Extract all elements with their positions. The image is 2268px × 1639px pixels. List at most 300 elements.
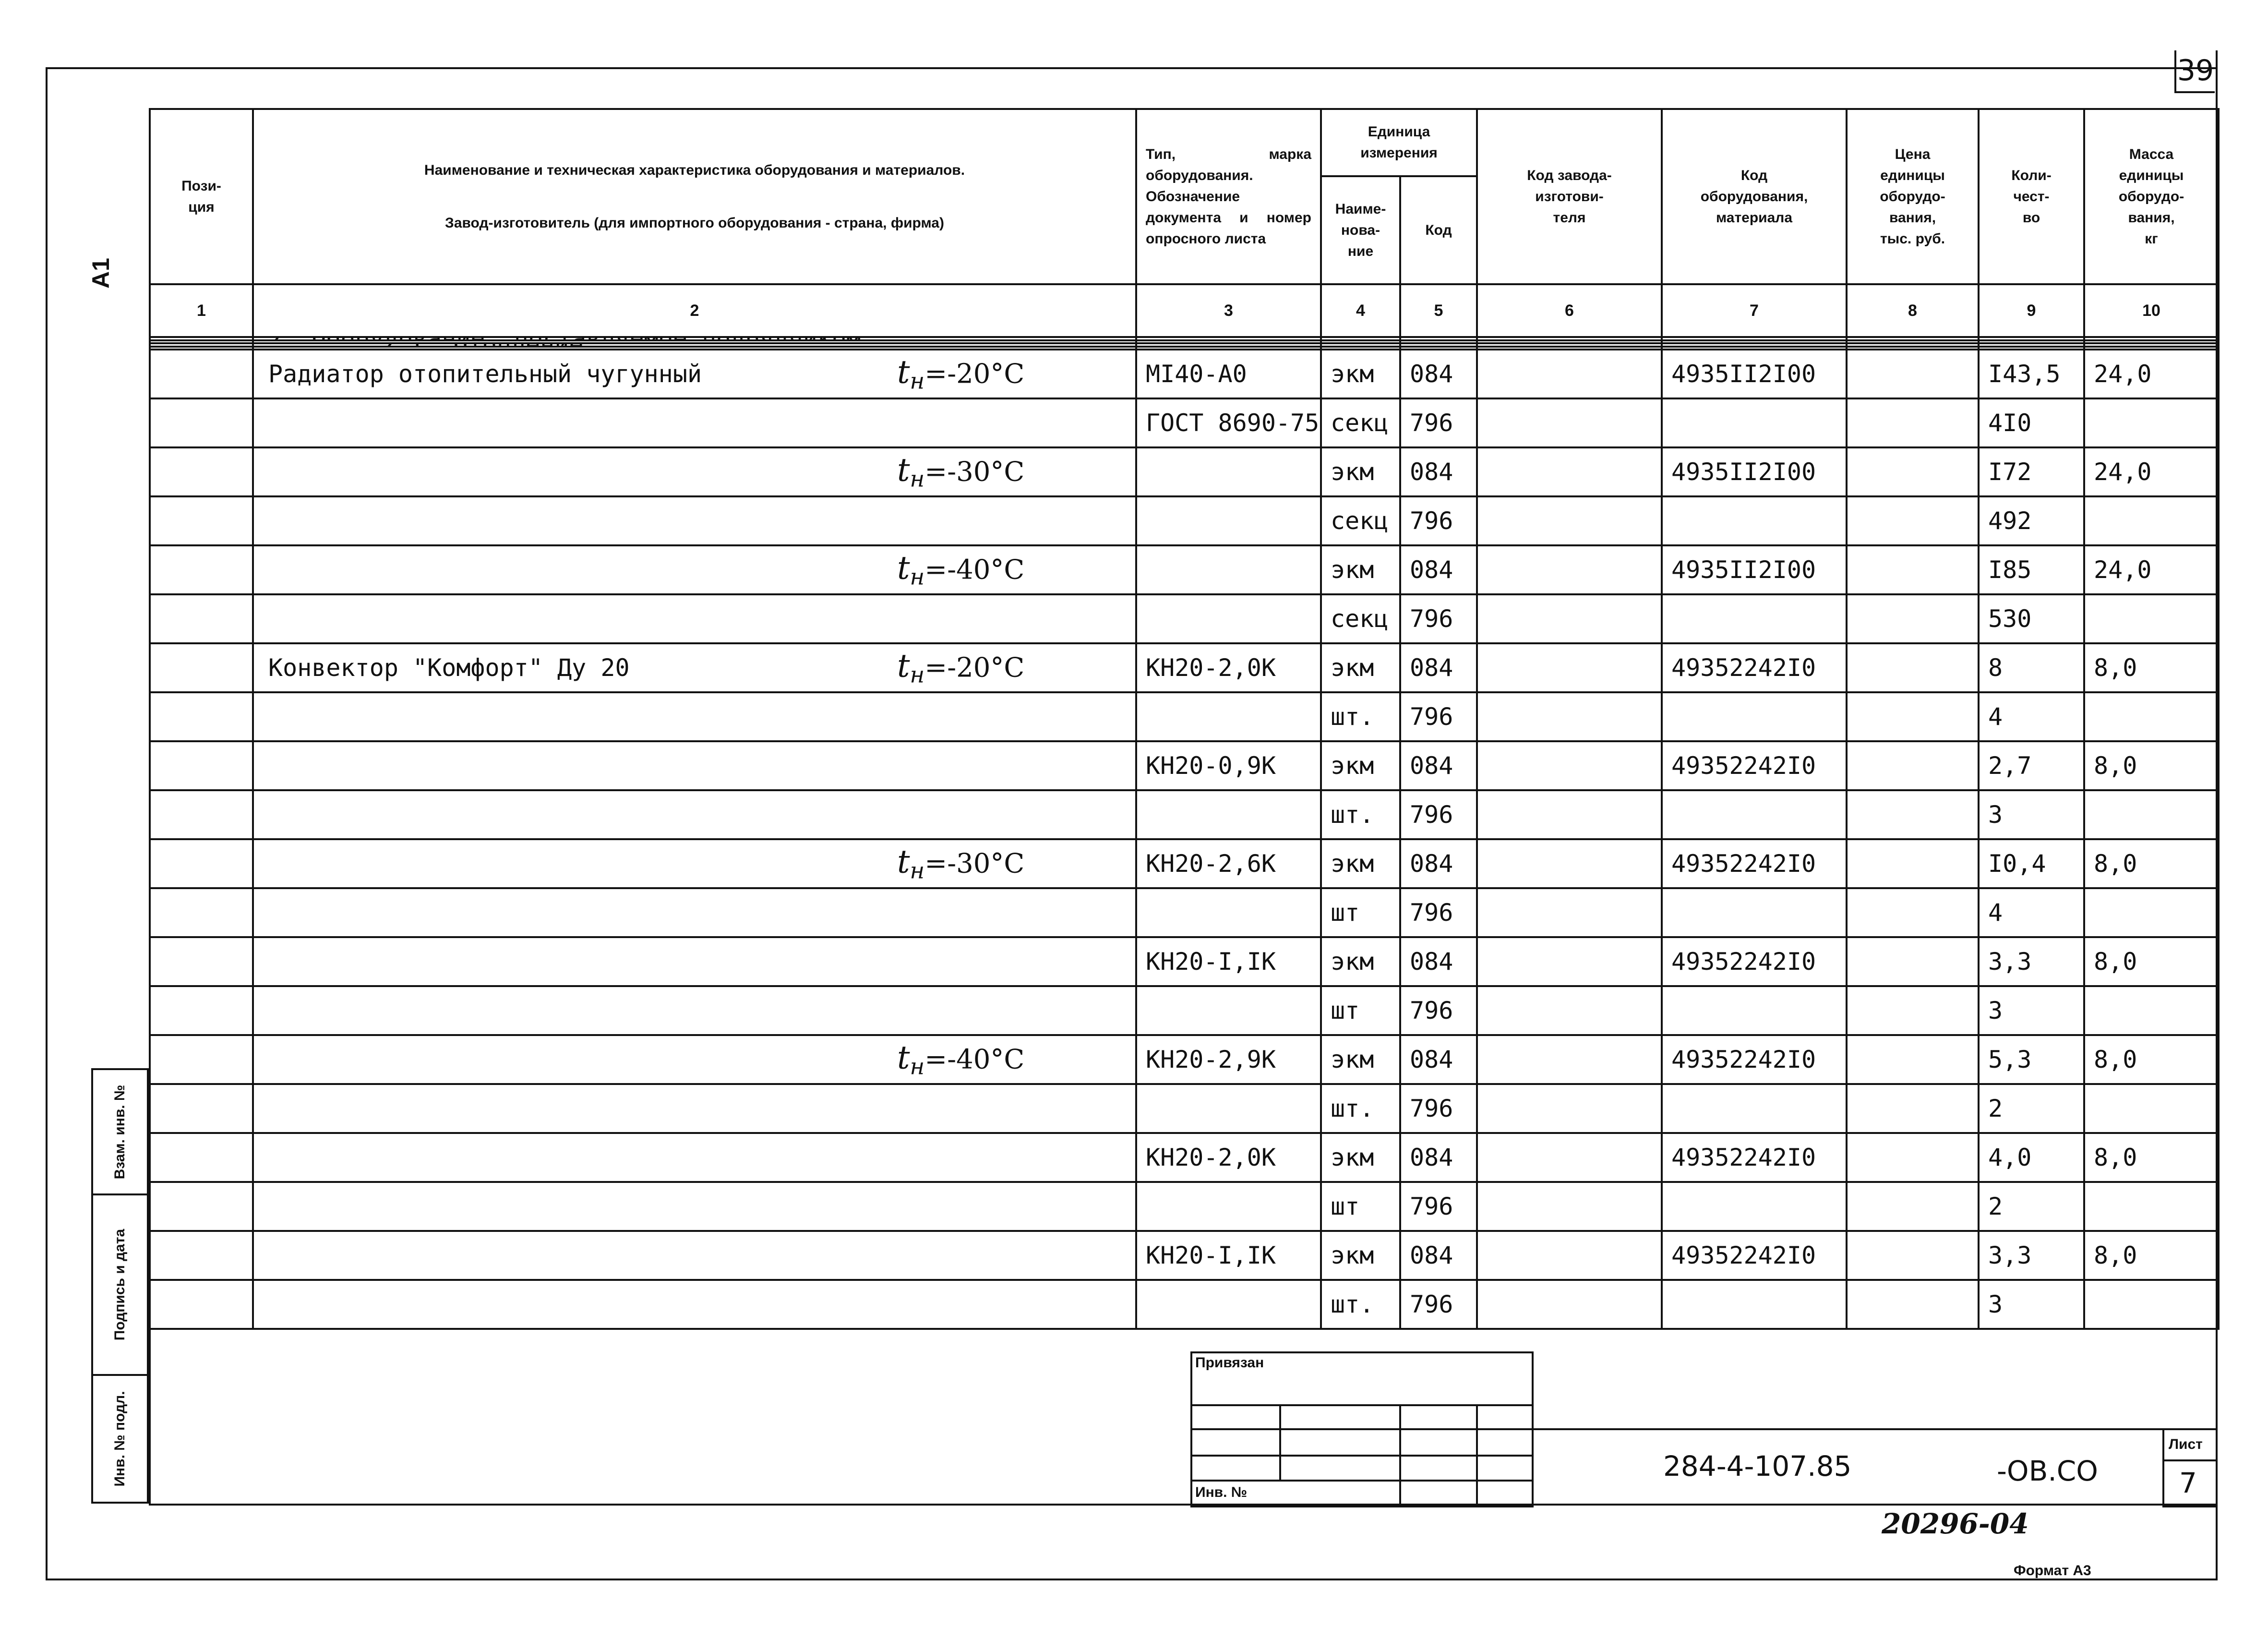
- specification-table: [149, 108, 2220, 1330]
- mass-cell: 24,0: [2084, 349, 2219, 398]
- name-cell: [253, 1280, 1136, 1329]
- header-equipment-code: Код оборудования, материала: [1662, 109, 1847, 284]
- equipment-code-cell: [1662, 594, 1847, 643]
- unit-name-cell: экм: [1321, 839, 1400, 888]
- stamp-line: [1190, 1455, 1534, 1457]
- name-cell: [253, 888, 1136, 937]
- name-cell: [253, 1035, 1136, 1084]
- type-cell: [1136, 337, 1321, 340]
- name-cell: [253, 340, 1136, 344]
- item-name: Конвектор "Комфорт" Ду 20: [268, 654, 630, 682]
- equipment-code-cell: [1662, 496, 1847, 545]
- mass-cell: [2084, 986, 2219, 1035]
- table-row: [150, 643, 2219, 692]
- mass-cell: [2084, 340, 2219, 344]
- type-cell: МI40-А0: [1136, 349, 1321, 398]
- quantity-cell: 3: [1979, 1280, 2084, 1329]
- price-cell: [1847, 741, 1979, 790]
- position-cell: [150, 1231, 253, 1280]
- price-cell: [1847, 347, 1979, 350]
- name-cell: [253, 545, 1136, 594]
- equipment-code-cell: [1662, 337, 1847, 340]
- name-cell: [253, 692, 1136, 741]
- document-code: 284-4-107.85: [1663, 1450, 1852, 1482]
- position-cell: [150, 347, 253, 350]
- header-quantity: Коли- чест- во: [1979, 109, 2084, 284]
- price-cell: [1847, 839, 1979, 888]
- mass-cell: 24,0: [2084, 545, 2219, 594]
- table-row: [150, 1133, 2219, 1182]
- unit-name-cell: [1321, 340, 1400, 344]
- mass-cell: [2084, 347, 2219, 350]
- unit-name-cell: [1321, 337, 1400, 340]
- quantity-cell: 4,0: [1979, 1133, 2084, 1182]
- table-row: [150, 337, 2219, 340]
- quantity-cell: 530: [1979, 594, 2084, 643]
- position-cell: [150, 447, 253, 496]
- equipment-code-cell: 4935II2I00: [1662, 447, 1847, 496]
- position-cell: [150, 496, 253, 545]
- type-cell: ГОСТ 8690-75: [1136, 398, 1321, 447]
- header-name: Наименование и техническая характеристика оборудования и материалов. Завод-изготовитель (для импортного оборудования - страна, фирма): [253, 109, 1136, 284]
- position-cell: [150, 349, 253, 398]
- position-cell: [150, 398, 253, 447]
- quantity-cell: I72: [1979, 447, 2084, 496]
- equipment-code-cell: 49352242I0: [1662, 741, 1847, 790]
- maker-code-cell: [1477, 741, 1662, 790]
- equipment-code-cell: [1662, 1280, 1847, 1329]
- unit-code-cell: 084: [1400, 839, 1477, 888]
- unit-name-cell: секц: [1321, 496, 1400, 545]
- price-cell: [1847, 594, 1979, 643]
- name-cell: [253, 937, 1136, 986]
- sheet-number: 7: [2179, 1467, 2197, 1499]
- unit-code-cell: [1400, 347, 1477, 350]
- maker-code-cell: [1477, 447, 1662, 496]
- quantity-cell: I85: [1979, 545, 2084, 594]
- outdoor-temperature: $t_н=-40^\circ C$: [897, 549, 1025, 591]
- maker-code-cell: [1477, 337, 1662, 340]
- unit-code-cell: [1400, 340, 1477, 344]
- maker-code-cell: [1477, 496, 1662, 545]
- type-cell: КН20-2,6К: [1136, 839, 1321, 888]
- title-block-line: [1534, 1428, 2218, 1430]
- header-unit-name: Наиме- нова- ние: [1321, 176, 1400, 284]
- maker-code-cell: [1477, 343, 1662, 347]
- mass-cell: [2084, 398, 2219, 447]
- position-cell: [150, 343, 253, 347]
- position-cell: [150, 643, 253, 692]
- equipment-code-cell: [1662, 790, 1847, 839]
- name-cell: [253, 790, 1136, 839]
- left-border: [46, 67, 48, 1579]
- position-cell: [150, 545, 253, 594]
- quantity-cell: 3,3: [1979, 937, 2084, 986]
- price-cell: [1847, 1280, 1979, 1329]
- header-row: [150, 109, 2219, 176]
- type-cell: [1136, 496, 1321, 545]
- unit-code-cell: 084: [1400, 1133, 1477, 1182]
- table-row: [150, 447, 2219, 496]
- mass-cell: 8,0: [2084, 741, 2219, 790]
- position-cell: [150, 594, 253, 643]
- maker-code-cell: [1477, 349, 1662, 398]
- maker-code-cell: [1477, 643, 1662, 692]
- type-cell: [1136, 1182, 1321, 1231]
- maker-code-cell: [1477, 790, 1662, 839]
- column-number-row: [150, 284, 2219, 337]
- maker-code-cell: [1477, 347, 1662, 350]
- maker-code-cell: [1477, 937, 1662, 986]
- price-cell: [1847, 1231, 1979, 1280]
- quantity-cell: 492: [1979, 496, 2084, 545]
- position-cell: [150, 741, 253, 790]
- header-unit-group: Единица измерения: [1321, 109, 1477, 176]
- side-cell-replacement-inv: Взам. инв. №: [91, 1068, 149, 1195]
- table-row: [150, 888, 2219, 937]
- outdoor-temperature: $t_н=-40^\circ C$: [897, 1039, 1025, 1080]
- mass-cell: [2084, 594, 2219, 643]
- equipment-code-cell: [1662, 692, 1847, 741]
- unit-code-cell: 796: [1400, 398, 1477, 447]
- name-cell: [253, 986, 1136, 1035]
- price-cell: [1847, 343, 1979, 347]
- maker-code-cell: [1477, 1035, 1662, 1084]
- mass-cell: 8,0: [2084, 1133, 2219, 1182]
- unit-code-cell: [1400, 343, 1477, 347]
- sheet-label: Лист: [2169, 1436, 2203, 1452]
- price-cell: [1847, 1084, 1979, 1133]
- unit-code-cell: 084: [1400, 349, 1477, 398]
- price-cell: [1847, 337, 1979, 340]
- position-cell: [150, 1035, 253, 1084]
- column-number: 3: [1136, 284, 1321, 337]
- unit-code-cell: 796: [1400, 986, 1477, 1035]
- position-cell: [150, 337, 253, 340]
- table-row: [150, 340, 2219, 344]
- maker-code-cell: [1477, 1280, 1662, 1329]
- unit-code-cell: [1400, 337, 1477, 340]
- quantity-cell: 4I0: [1979, 398, 2084, 447]
- header-position: Пози- ция: [150, 109, 253, 284]
- quantity-cell: I0,4: [1979, 839, 2084, 888]
- equipment-code-cell: 49352242I0: [1662, 839, 1847, 888]
- price-cell: [1847, 1133, 1979, 1182]
- name-cell: [253, 643, 1136, 692]
- maker-code-cell: [1477, 1084, 1662, 1133]
- header-maker-code: Код завода- изготови- теля: [1477, 109, 1662, 284]
- column-number: 10: [2084, 284, 2219, 337]
- mass-cell: 8,0: [2084, 937, 2219, 986]
- unit-code-cell: 796: [1400, 594, 1477, 643]
- maker-code-cell: [1477, 545, 1662, 594]
- unit-code-cell: 796: [1400, 692, 1477, 741]
- maker-code-cell: [1477, 1182, 1662, 1231]
- type-cell: КН20-2,0К: [1136, 1133, 1321, 1182]
- maker-code-cell: [1477, 888, 1662, 937]
- stamp-attached-label: Привязан: [1195, 1355, 1264, 1371]
- position-cell: [150, 1182, 253, 1231]
- sheet-cell-line: [2162, 1459, 2218, 1461]
- table-row: [150, 1182, 2219, 1231]
- unit-name-cell: шт: [1321, 986, 1400, 1035]
- outdoor-temperature: $t_н=-30^\circ C$: [897, 843, 1025, 884]
- unit-name-cell: шт.: [1321, 692, 1400, 741]
- maker-code-cell: [1477, 340, 1662, 344]
- price-cell: [1847, 349, 1979, 398]
- name-cell: [253, 1182, 1136, 1231]
- side-mark: A1: [87, 258, 114, 289]
- name-cell: [253, 496, 1136, 545]
- mass-cell: [2084, 343, 2219, 347]
- type-cell: [1136, 1280, 1321, 1329]
- column-number: 7: [1662, 284, 1847, 337]
- price-cell: [1847, 937, 1979, 986]
- equipment-code-cell: 49352242I0: [1662, 937, 1847, 986]
- unit-code-cell: 084: [1400, 741, 1477, 790]
- mass-cell: [2084, 1084, 2219, 1133]
- bottom-border: [46, 1579, 2218, 1580]
- position-cell: [150, 692, 253, 741]
- position-cell: [150, 839, 253, 888]
- price-cell: [1847, 692, 1979, 741]
- mass-cell: 8,0: [2084, 643, 2219, 692]
- equipment-code-cell: [1662, 1182, 1847, 1231]
- quantity-cell: [1979, 337, 2084, 340]
- unit-code-cell: 084: [1400, 1035, 1477, 1084]
- type-cell: КН20-0,9К: [1136, 741, 1321, 790]
- equipment-code-cell: [1662, 347, 1847, 350]
- table-row: [150, 496, 2219, 545]
- quantity-cell: 5,3: [1979, 1035, 2084, 1084]
- price-cell: [1847, 643, 1979, 692]
- column-number: 6: [1477, 284, 1662, 337]
- unit-code-cell: 796: [1400, 496, 1477, 545]
- type-cell: [1136, 447, 1321, 496]
- quantity-cell: [1979, 343, 2084, 347]
- price-cell: [1847, 398, 1979, 447]
- type-cell: [1136, 340, 1321, 344]
- table-row: [150, 692, 2219, 741]
- quantity-cell: 2: [1979, 1182, 2084, 1231]
- type-cell: [1136, 594, 1321, 643]
- quantity-cell: 3,3: [1979, 1231, 2084, 1280]
- equipment-code-cell: 4935II2I00: [1662, 349, 1847, 398]
- stamp-line: [1190, 1480, 1534, 1482]
- position-cell: [150, 340, 253, 344]
- name-cell: [253, 741, 1136, 790]
- type-cell: КН20-I,IК: [1136, 1231, 1321, 1280]
- position-cell: [150, 937, 253, 986]
- side-cell-original-inv: Инв. № подл.: [91, 1374, 149, 1504]
- quantity-cell: [1979, 340, 2084, 344]
- type-cell: [1136, 1084, 1321, 1133]
- name-cell: [253, 398, 1136, 447]
- position-cell: [150, 888, 253, 937]
- price-cell: [1847, 1182, 1979, 1231]
- type-cell: [1136, 790, 1321, 839]
- unit-name-cell: шт: [1321, 1182, 1400, 1231]
- stamp-line: [1279, 1404, 1281, 1481]
- equipment-code-cell: 4935II2I00: [1662, 545, 1847, 594]
- item-name: Радиатор отопительный чугунный: [268, 360, 702, 388]
- equipment-code-cell: [1662, 888, 1847, 937]
- maker-code-cell: [1477, 839, 1662, 888]
- unit-name-cell: экм: [1321, 643, 1400, 692]
- type-cell: [1136, 347, 1321, 350]
- header-price: Цена единицы оборудо- вания, тыс. руб.: [1847, 109, 1979, 284]
- type-cell: КН20-I,IК: [1136, 937, 1321, 986]
- unit-name-cell: экм: [1321, 937, 1400, 986]
- maker-code-cell: [1477, 1133, 1662, 1182]
- mass-cell: [2084, 1280, 2219, 1329]
- name-cell: [253, 347, 1136, 350]
- quantity-cell: I43,5: [1979, 349, 2084, 398]
- outdoor-temperature: $t_н=-30^\circ C$: [897, 451, 1025, 493]
- table-row: [150, 343, 2219, 347]
- quantity-cell: 4: [1979, 888, 2084, 937]
- equipment-code-cell: [1662, 398, 1847, 447]
- outdoor-temperature: $t_н=-20^\circ C$: [897, 647, 1025, 688]
- name-cell: [253, 594, 1136, 643]
- column-number: 1: [150, 284, 253, 337]
- mass-cell: [2084, 337, 2219, 340]
- maker-code-cell: [1477, 398, 1662, 447]
- quantity-cell: 2,7: [1979, 741, 2084, 790]
- name-cell: [253, 349, 1136, 398]
- table-row: [150, 839, 2219, 888]
- unit-code-cell: 084: [1400, 1231, 1477, 1280]
- top-border: [46, 67, 2218, 69]
- column-number: 4: [1321, 284, 1400, 337]
- section-title: [268, 337, 861, 340]
- table-row: [150, 1035, 2219, 1084]
- format-label: Формат А3: [2014, 1563, 2091, 1579]
- quantity-cell: 8: [1979, 643, 2084, 692]
- stamp-line: [1399, 1404, 1401, 1507]
- unit-name-cell: экм: [1321, 1231, 1400, 1280]
- quantity-cell: 4: [1979, 692, 2084, 741]
- price-cell: [1847, 496, 1979, 545]
- table-row: [150, 741, 2219, 790]
- price-cell: [1847, 888, 1979, 937]
- position-cell: [150, 1133, 253, 1182]
- position-cell: [150, 1280, 253, 1329]
- table-row: [150, 1231, 2219, 1280]
- equipment-code-cell: [1662, 986, 1847, 1035]
- table-row: [150, 347, 2219, 350]
- outdoor-temperature: $t_н=-20^\circ C$: [897, 353, 1025, 395]
- price-cell: [1847, 340, 1979, 344]
- mass-cell: [2084, 692, 2219, 741]
- price-cell: [1847, 790, 1979, 839]
- type-cell: [1136, 986, 1321, 1035]
- equipment-code-cell: [1662, 343, 1847, 347]
- unit-code-cell: 084: [1400, 937, 1477, 986]
- mass-cell: [2084, 1182, 2219, 1231]
- header-mass: Масса единицы оборудо- вания, кг: [2084, 109, 2219, 284]
- quantity-cell: 2: [1979, 1084, 2084, 1133]
- quantity-cell: [1979, 347, 2084, 350]
- unit-code-cell: 084: [1400, 643, 1477, 692]
- document-suffix: -ОВ.СО: [1997, 1455, 2098, 1487]
- column-number: 9: [1979, 284, 2084, 337]
- equipment-code-cell: 49352242I0: [1662, 1133, 1847, 1182]
- quantity-cell: 3: [1979, 790, 2084, 839]
- mass-cell: 8,0: [2084, 1231, 2219, 1280]
- maker-code-cell: [1477, 1231, 1662, 1280]
- table-row: [150, 986, 2219, 1035]
- subsection-title: [268, 343, 583, 347]
- position-cell: [150, 986, 253, 1035]
- unit-name-cell: экм: [1321, 741, 1400, 790]
- unit-name-cell: экм: [1321, 349, 1400, 398]
- maker-code-cell: [1477, 986, 1662, 1035]
- stamp-line: [1190, 1428, 1534, 1430]
- type-cell: [1136, 545, 1321, 594]
- unit-code-cell: 796: [1400, 790, 1477, 839]
- unit-code-cell: 796: [1400, 1084, 1477, 1133]
- unit-name-cell: [1321, 343, 1400, 347]
- stamp-line: [1476, 1404, 1478, 1507]
- stamp-inv-label: Инв. №: [1195, 1484, 1248, 1500]
- table-row: [150, 1280, 2219, 1329]
- name-cell: [253, 1231, 1136, 1280]
- name-cell: [253, 337, 1136, 340]
- unit-name-cell: [1321, 347, 1400, 350]
- header-type: Тип, марка оборудования. Обозначение документа и номер опросного листа: [1136, 109, 1321, 284]
- equipment-code-cell: 49352242I0: [1662, 643, 1847, 692]
- column-number: 8: [1847, 284, 1979, 337]
- name-cell: [253, 1084, 1136, 1133]
- mass-cell: 8,0: [2084, 839, 2219, 888]
- unit-code-cell: 084: [1400, 447, 1477, 496]
- unit-code-cell: 796: [1400, 1280, 1477, 1329]
- type-cell: КН20-2,9К: [1136, 1035, 1321, 1084]
- maker-code-cell: [1477, 594, 1662, 643]
- unit-code-cell: 796: [1400, 888, 1477, 937]
- price-cell: [1847, 447, 1979, 496]
- mass-cell: [2084, 496, 2219, 545]
- unit-name-cell: экм: [1321, 1035, 1400, 1084]
- name-cell: [253, 447, 1136, 496]
- equipment-code-cell: [1662, 340, 1847, 344]
- unit-name-cell: секц: [1321, 594, 1400, 643]
- corner-sheet-number: 39: [2174, 50, 2215, 93]
- mass-cell: [2084, 790, 2219, 839]
- bottom-stamp-area: [149, 1328, 2218, 1506]
- equipment-code-cell: [1662, 1084, 1847, 1133]
- unit-name-cell: секц: [1321, 398, 1400, 447]
- column-number: 5: [1400, 284, 1477, 337]
- unit-name-cell: экм: [1321, 447, 1400, 496]
- unit-name-cell: шт: [1321, 888, 1400, 937]
- name-cell: [253, 343, 1136, 347]
- table-row: [150, 349, 2219, 398]
- column-number: 2: [253, 284, 1136, 337]
- maker-code-cell: [1477, 692, 1662, 741]
- name-cell: [253, 839, 1136, 888]
- price-cell: [1847, 986, 1979, 1035]
- unit-code-cell: 084: [1400, 545, 1477, 594]
- unit-name-cell: шт.: [1321, 1280, 1400, 1329]
- position-cell: [150, 790, 253, 839]
- price-cell: [1847, 1035, 1979, 1084]
- header-unit-code: Код: [1400, 176, 1477, 284]
- equipment-code-cell: 49352242I0: [1662, 1035, 1847, 1084]
- type-cell: КН20-2,0К: [1136, 643, 1321, 692]
- table-row: [150, 1084, 2219, 1133]
